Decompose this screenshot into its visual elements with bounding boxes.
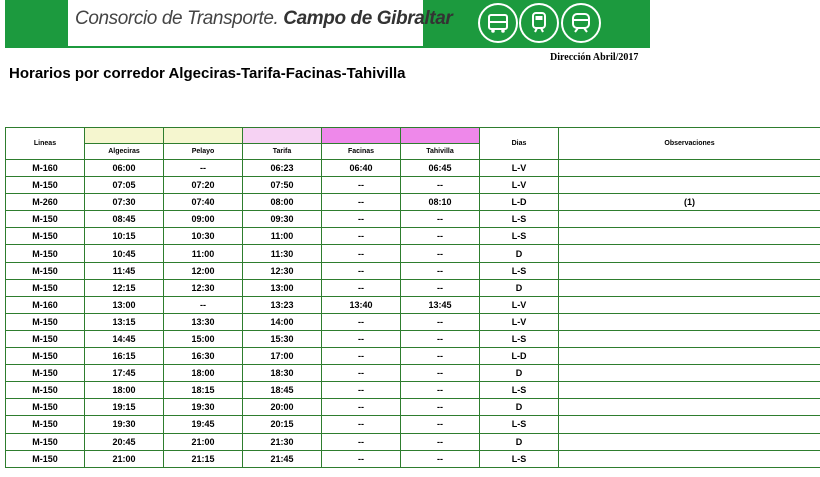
facinas-cell: -- bbox=[322, 245, 401, 262]
line-cell: M-150 bbox=[6, 245, 85, 262]
days-cell: L-S bbox=[480, 382, 559, 399]
algeciras-cell: 14:45 bbox=[85, 330, 164, 347]
facinas-cell: -- bbox=[322, 450, 401, 467]
table-row bbox=[6, 365, 820, 382]
algeciras-cell: 06:00 bbox=[85, 160, 164, 177]
tahivilla-cell: 06:45 bbox=[401, 160, 480, 177]
line-cell: M-150 bbox=[6, 228, 85, 245]
observations-cell bbox=[559, 330, 820, 347]
observations-cell bbox=[559, 177, 820, 194]
line-cell: M-150 bbox=[6, 330, 85, 347]
facinas-cell: -- bbox=[322, 279, 401, 296]
days-cell: L-V bbox=[480, 177, 559, 194]
pelayo-cell: 19:30 bbox=[164, 399, 243, 416]
column-header-algeciras: Algeciras bbox=[85, 144, 164, 160]
table-row bbox=[6, 433, 820, 450]
observations-cell bbox=[559, 296, 820, 313]
table-row bbox=[6, 245, 820, 262]
column-header-dias: Dias bbox=[480, 128, 559, 160]
tahivilla-cell: -- bbox=[401, 245, 480, 262]
line-cell: M-160 bbox=[6, 160, 85, 177]
tahivilla-cell: -- bbox=[401, 279, 480, 296]
table-row bbox=[6, 399, 820, 416]
table-row bbox=[6, 160, 820, 177]
column-header-lineas: Lineas bbox=[6, 128, 85, 160]
color-band-tarifa bbox=[243, 128, 322, 144]
color-band-algeciras bbox=[85, 128, 164, 144]
pelayo-cell: 18:00 bbox=[164, 365, 243, 382]
algeciras-cell: 10:45 bbox=[85, 245, 164, 262]
algeciras-cell: 11:45 bbox=[85, 262, 164, 279]
observations-cell bbox=[559, 211, 820, 228]
column-header-observaciones: Observaciones bbox=[559, 128, 820, 160]
days-cell: D bbox=[480, 245, 559, 262]
tarifa-cell: 18:45 bbox=[243, 382, 322, 399]
line-cell: M-150 bbox=[6, 399, 85, 416]
algeciras-cell: 07:30 bbox=[85, 194, 164, 211]
table-row bbox=[6, 279, 820, 296]
table-row bbox=[6, 211, 820, 228]
days-cell: D bbox=[480, 399, 559, 416]
pelayo-cell: 12:00 bbox=[164, 262, 243, 279]
algeciras-cell: 12:15 bbox=[85, 279, 164, 296]
algeciras-cell: 07:05 bbox=[85, 177, 164, 194]
line-cell: M-150 bbox=[6, 450, 85, 467]
table-row bbox=[6, 194, 820, 211]
observations-cell bbox=[559, 450, 820, 467]
tahivilla-cell: -- bbox=[401, 399, 480, 416]
tarifa-cell: 12:30 bbox=[243, 262, 322, 279]
tarifa-cell: 06:23 bbox=[243, 160, 322, 177]
facinas-cell: -- bbox=[322, 211, 401, 228]
line-cell: M-150 bbox=[6, 433, 85, 450]
line-cell: M-160 bbox=[6, 296, 85, 313]
train-icon bbox=[519, 3, 559, 43]
facinas-cell: 13:40 bbox=[322, 296, 401, 313]
tarifa-cell: 21:45 bbox=[243, 450, 322, 467]
schedule-table bbox=[5, 127, 820, 468]
pelayo-cell: 18:15 bbox=[164, 382, 243, 399]
days-cell: L-S bbox=[480, 450, 559, 467]
date-note: Dirección Abril/2017 bbox=[550, 52, 639, 63]
days-cell: L-V bbox=[480, 313, 559, 330]
pelayo-cell: 19:45 bbox=[164, 416, 243, 433]
tarifa-cell: 18:30 bbox=[243, 365, 322, 382]
tahivilla-cell: -- bbox=[401, 433, 480, 450]
organization-title bbox=[75, 8, 452, 30]
tarifa-cell: 11:30 bbox=[243, 245, 322, 262]
tahivilla-cell: -- bbox=[401, 330, 480, 347]
observations-cell bbox=[559, 416, 820, 433]
facinas-cell: -- bbox=[322, 382, 401, 399]
days-cell: D bbox=[480, 365, 559, 382]
pelayo-cell: 09:00 bbox=[164, 211, 243, 228]
page-title: Horarios por corredor Algeciras-Tarifa-Facinas-Tahivilla bbox=[9, 65, 406, 82]
observations-cell bbox=[559, 228, 820, 245]
table-row bbox=[6, 313, 820, 330]
tarifa-cell: 07:50 bbox=[243, 177, 322, 194]
observations-cell: (1) bbox=[559, 194, 820, 211]
table-row bbox=[6, 228, 820, 245]
facinas-cell: 06:40 bbox=[322, 160, 401, 177]
tahivilla-cell: -- bbox=[401, 313, 480, 330]
color-band-facinas bbox=[322, 128, 401, 144]
table-row bbox=[6, 450, 820, 467]
facinas-cell: -- bbox=[322, 365, 401, 382]
pelayo-cell: 21:00 bbox=[164, 433, 243, 450]
algeciras-cell: 21:00 bbox=[85, 450, 164, 467]
observations-cell bbox=[559, 433, 820, 450]
table-row bbox=[6, 177, 820, 194]
facinas-cell: -- bbox=[322, 399, 401, 416]
tarifa-cell: 15:30 bbox=[243, 330, 322, 347]
line-cell: M-150 bbox=[6, 348, 85, 365]
line-cell: M-150 bbox=[6, 382, 85, 399]
tahivilla-cell: -- bbox=[401, 365, 480, 382]
table-row bbox=[6, 262, 820, 279]
facinas-cell: -- bbox=[322, 177, 401, 194]
tahivilla-cell: 13:45 bbox=[401, 296, 480, 313]
line-cell: M-150 bbox=[6, 279, 85, 296]
algeciras-cell: 13:00 bbox=[85, 296, 164, 313]
line-cell: M-150 bbox=[6, 177, 85, 194]
facinas-cell: -- bbox=[322, 348, 401, 365]
days-cell: L-V bbox=[480, 296, 559, 313]
observations-cell bbox=[559, 160, 820, 177]
column-header-pelayo: Pelayo bbox=[164, 144, 243, 160]
days-cell: L-S bbox=[480, 228, 559, 245]
tahivilla-cell: -- bbox=[401, 177, 480, 194]
column-header-tarifa: Tarifa bbox=[243, 144, 322, 160]
days-cell: L-D bbox=[480, 348, 559, 365]
table-row bbox=[6, 382, 820, 399]
tarifa-cell: 14:00 bbox=[243, 313, 322, 330]
bus-icon bbox=[478, 3, 518, 43]
pelayo-cell: -- bbox=[164, 296, 243, 313]
algeciras-cell: 10:15 bbox=[85, 228, 164, 245]
tarifa-cell: 13:23 bbox=[243, 296, 322, 313]
pelayo-cell: 10:30 bbox=[164, 228, 243, 245]
observations-cell bbox=[559, 313, 820, 330]
observations-cell bbox=[559, 382, 820, 399]
algeciras-cell: 13:15 bbox=[85, 313, 164, 330]
observations-cell bbox=[559, 348, 820, 365]
tahivilla-cell: -- bbox=[401, 416, 480, 433]
pelayo-cell: 07:20 bbox=[164, 177, 243, 194]
table-row bbox=[6, 330, 820, 347]
schedule-body bbox=[6, 160, 820, 468]
facinas-cell: -- bbox=[322, 228, 401, 245]
algeciras-cell: 20:45 bbox=[85, 433, 164, 450]
line-cell: M-150 bbox=[6, 211, 85, 228]
org-name: Campo de Gibraltar bbox=[283, 8, 453, 29]
header-color-row bbox=[6, 128, 820, 144]
line-cell: M-150 bbox=[6, 313, 85, 330]
line-cell: M-150 bbox=[6, 416, 85, 433]
tarifa-cell: 20:15 bbox=[243, 416, 322, 433]
tahivilla-cell: -- bbox=[401, 450, 480, 467]
tarifa-cell: 11:00 bbox=[243, 228, 322, 245]
tarifa-cell: 13:00 bbox=[243, 279, 322, 296]
days-cell: D bbox=[480, 279, 559, 296]
facinas-cell: -- bbox=[322, 194, 401, 211]
days-cell: L-V bbox=[480, 160, 559, 177]
facinas-cell: -- bbox=[322, 330, 401, 347]
algeciras-cell: 18:00 bbox=[85, 382, 164, 399]
days-cell: L-S bbox=[480, 262, 559, 279]
observations-cell bbox=[559, 245, 820, 262]
color-band-tahivilla bbox=[401, 128, 480, 144]
tarifa-cell: 09:30 bbox=[243, 211, 322, 228]
line-cell: M-150 bbox=[6, 262, 85, 279]
algeciras-cell: 19:30 bbox=[85, 416, 164, 433]
org-prefix: Consorcio de Transporte. bbox=[75, 8, 279, 29]
tarifa-cell: 08:00 bbox=[243, 194, 322, 211]
algeciras-cell: 17:45 bbox=[85, 365, 164, 382]
pelayo-cell: 12:30 bbox=[164, 279, 243, 296]
tarifa-cell: 21:30 bbox=[243, 433, 322, 450]
algeciras-cell: 16:15 bbox=[85, 348, 164, 365]
column-header-tahivilla: Tahivilla bbox=[401, 144, 480, 160]
pelayo-cell: -- bbox=[164, 160, 243, 177]
observations-cell bbox=[559, 279, 820, 296]
tarifa-cell: 17:00 bbox=[243, 348, 322, 365]
days-cell: L-D bbox=[480, 194, 559, 211]
facinas-cell: -- bbox=[322, 416, 401, 433]
days-cell: L-S bbox=[480, 330, 559, 347]
observations-cell bbox=[559, 365, 820, 382]
facinas-cell: -- bbox=[322, 313, 401, 330]
algeciras-cell: 08:45 bbox=[85, 211, 164, 228]
metro-icon bbox=[561, 3, 601, 43]
pelayo-cell: 07:40 bbox=[164, 194, 243, 211]
algeciras-cell: 19:15 bbox=[85, 399, 164, 416]
facinas-cell: -- bbox=[322, 433, 401, 450]
days-cell: L-S bbox=[480, 416, 559, 433]
tahivilla-cell: -- bbox=[401, 348, 480, 365]
tahivilla-cell: -- bbox=[401, 382, 480, 399]
tahivilla-cell: -- bbox=[401, 228, 480, 245]
tarifa-cell: 20:00 bbox=[243, 399, 322, 416]
tahivilla-cell: -- bbox=[401, 211, 480, 228]
header-banner bbox=[5, 0, 650, 48]
observations-cell bbox=[559, 399, 820, 416]
pelayo-cell: 13:30 bbox=[164, 313, 243, 330]
observations-cell bbox=[559, 262, 820, 279]
days-cell: L-S bbox=[480, 211, 559, 228]
table-row bbox=[6, 348, 820, 365]
color-band-pelayo bbox=[164, 128, 243, 144]
pelayo-cell: 21:15 bbox=[164, 450, 243, 467]
line-cell: M-260 bbox=[6, 194, 85, 211]
facinas-cell: -- bbox=[322, 262, 401, 279]
pelayo-cell: 16:30 bbox=[164, 348, 243, 365]
pelayo-cell: 11:00 bbox=[164, 245, 243, 262]
table-row bbox=[6, 296, 820, 313]
pelayo-cell: 15:00 bbox=[164, 330, 243, 347]
days-cell: D bbox=[480, 433, 559, 450]
line-cell: M-150 bbox=[6, 365, 85, 382]
tahivilla-cell: -- bbox=[401, 262, 480, 279]
tahivilla-cell: 08:10 bbox=[401, 194, 480, 211]
table-row bbox=[6, 416, 820, 433]
column-header-facinas: Facinas bbox=[322, 144, 401, 160]
